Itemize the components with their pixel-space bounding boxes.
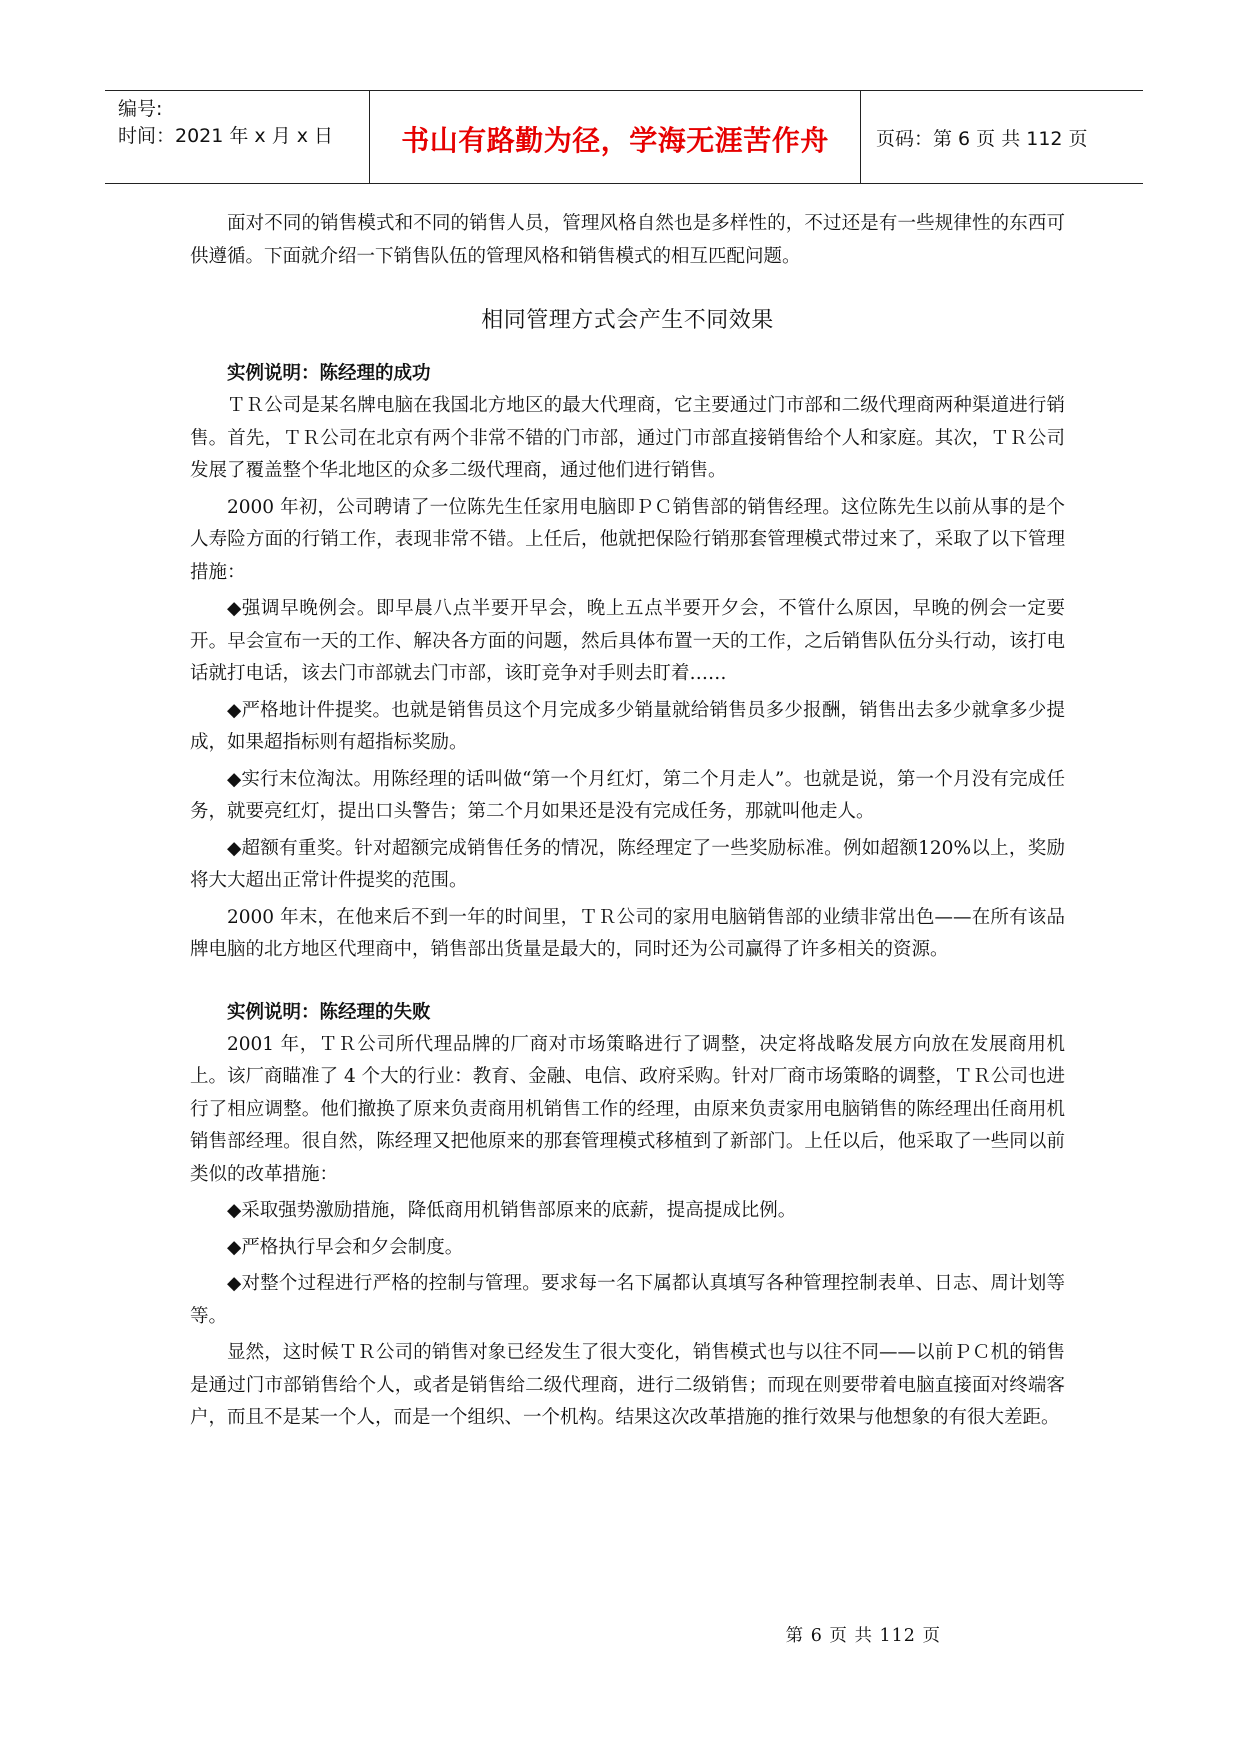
case1-bullet-1: ◆强调早晚例会。即早晨八点半要开早会，晚上五点半要开夕会，不管什么原因，早晚的例会一定要开。早会宣布一天的工作、解决各方面的问题，然后具体布置一天的工作，之后销售队伍分头行动，该打电话就打电话，该去门市部就去门市部，该盯竞争对手则去盯着…… — [190, 598, 1065, 684]
footer-page-number: 第 6 页 共 112 页 — [785, 1626, 941, 1646]
case2-paragraph-1: 2001 年，ＴＲ公司所代理品牌的厂商对市场策略进行了调整，决定将战略发展方向放在发展商用机上。该厂商瞄准了 4 个大的行业：教育、金融、电信、政府采购。针对厂商市场策略的调整，ＴＲ公司也进行了相应调整。他们撤换了原来负责商用机销售工作的经理，由原来负责家用电脑销售的陈经理出任商用机销售部经理。很自然，陈经理又把他原来的那套管理模式移植到了新部门。上任以后，他采取了一些同以前类似的改革措施： — [190, 1033, 1065, 1185]
header-number-label: 编号: — [118, 98, 163, 120]
spacer — [190, 971, 1065, 997]
case1-paragraph-3: 2000 年末，在他来后不到一年的时间里，ＴＲ公司的家用电脑销售部的业绩非常出色——在所有该品牌电脑的北方地区代理商中，销售部出货量是最大的，同时还为公司赢得了许多相关的资源。 — [190, 906, 1065, 960]
header-left-cell — [105, 91, 367, 183]
case1-bullet-2: ◆严格地计件提奖。也就是销售员这个月完成多少销量就给销售员多少报酬，销售出去多少就拿多少提成，如果超指标则有超指标奖励。 — [190, 699, 1065, 753]
header-time-label: 时间：2021 年 x 月 x 日 — [118, 125, 334, 147]
section-title: 相同管理方式会产生不同效果 — [481, 308, 774, 333]
case1-bullet-3: ◆实行末位淘汰。用陈经理的话叫做“第一个月红灯，第二个月走人”。也就是说，第一个月没有完成任务，就要亮红灯，提出口头警告；第二个月如果还是没有完成任务，那就叫他走人。 — [190, 768, 1065, 822]
header-right-cell — [862, 91, 1143, 183]
case1-paragraph-2: 2000 年初，公司聘请了一位陈先生任家用电脑即ＰＣ销售部的销售经理。这位陈先生以前从事的是个人寿险方面的行销工作，表现非常不错。上任后，他就把保险行销那套管理模式带过来了，采取了以下管理措施： — [190, 496, 1065, 583]
case2-bullet-1: ◆采取强势激励措施，降低商用机销售部原来的底薪，提高提成比例。 — [227, 1200, 797, 1221]
case2-paragraph-2: 显然，这时候ＴＲ公司的销售对象已经发生了很大变化，销售模式也与以往不同——以前ＰＣ机的销售是通过门市部销售给个人，或者是销售给二级代理商，进行二级销售；而现在则要带着电脑直接面对终端客户，而且不是某一个人，而是一个组织、一个机构。结果这次改革措施的推行效果与他想象的有很大差距。 — [190, 1342, 1065, 1428]
document-header — [105, 90, 1143, 184]
case2-title: 实例说明：陈经理的失败 — [227, 1001, 431, 1023]
document-body — [190, 208, 1065, 1439]
header-page-info: 页码：第 6 页 共 112 页 — [876, 128, 1088, 150]
case2-bullet-3: ◆对整个过程进行严格的控制与管理。要求每一名下属都认真填写各种管理控制表单、日志、周计划等等。 — [190, 1273, 1065, 1327]
case1-bullet-4: ◆超额有重奖。针对超额完成销售任务的情况，陈经理定了一些奖励标准。例如超额120%以上，奖励将大大超出正常计件提奖的范围。 — [190, 837, 1065, 891]
intro-paragraph: 面对不同的销售模式和不同的销售人员，管理风格自然也是多样性的，不过还是有一些规律性的东西可供遵循。下面就介绍一下销售队伍的管理风格和销售模式的相互匹配问题。 — [190, 213, 1065, 267]
header-middle-cell — [369, 91, 861, 183]
header-motto: 书山有路勤为径，学海无涯苦作舟 — [401, 124, 829, 157]
case1-title: 实例说明：陈经理的成功 — [227, 363, 431, 384]
case2-bullet-2: ◆严格执行早会和夕会制度。 — [227, 1236, 464, 1258]
case1-paragraph-1: ＴＲ公司是某名牌电脑在我国北方地区的最大代理商，它主要通过门市部和二级代理商两种渠道进行销售。首先，ＴＲ公司在北京有两个非常不错的门市部，通过门市部直接销售给个人和家庭。其次，ＴＲ公司发展了覆盖整个华北地区的众多二级代理商，通过他们进行销售。 — [190, 395, 1065, 481]
